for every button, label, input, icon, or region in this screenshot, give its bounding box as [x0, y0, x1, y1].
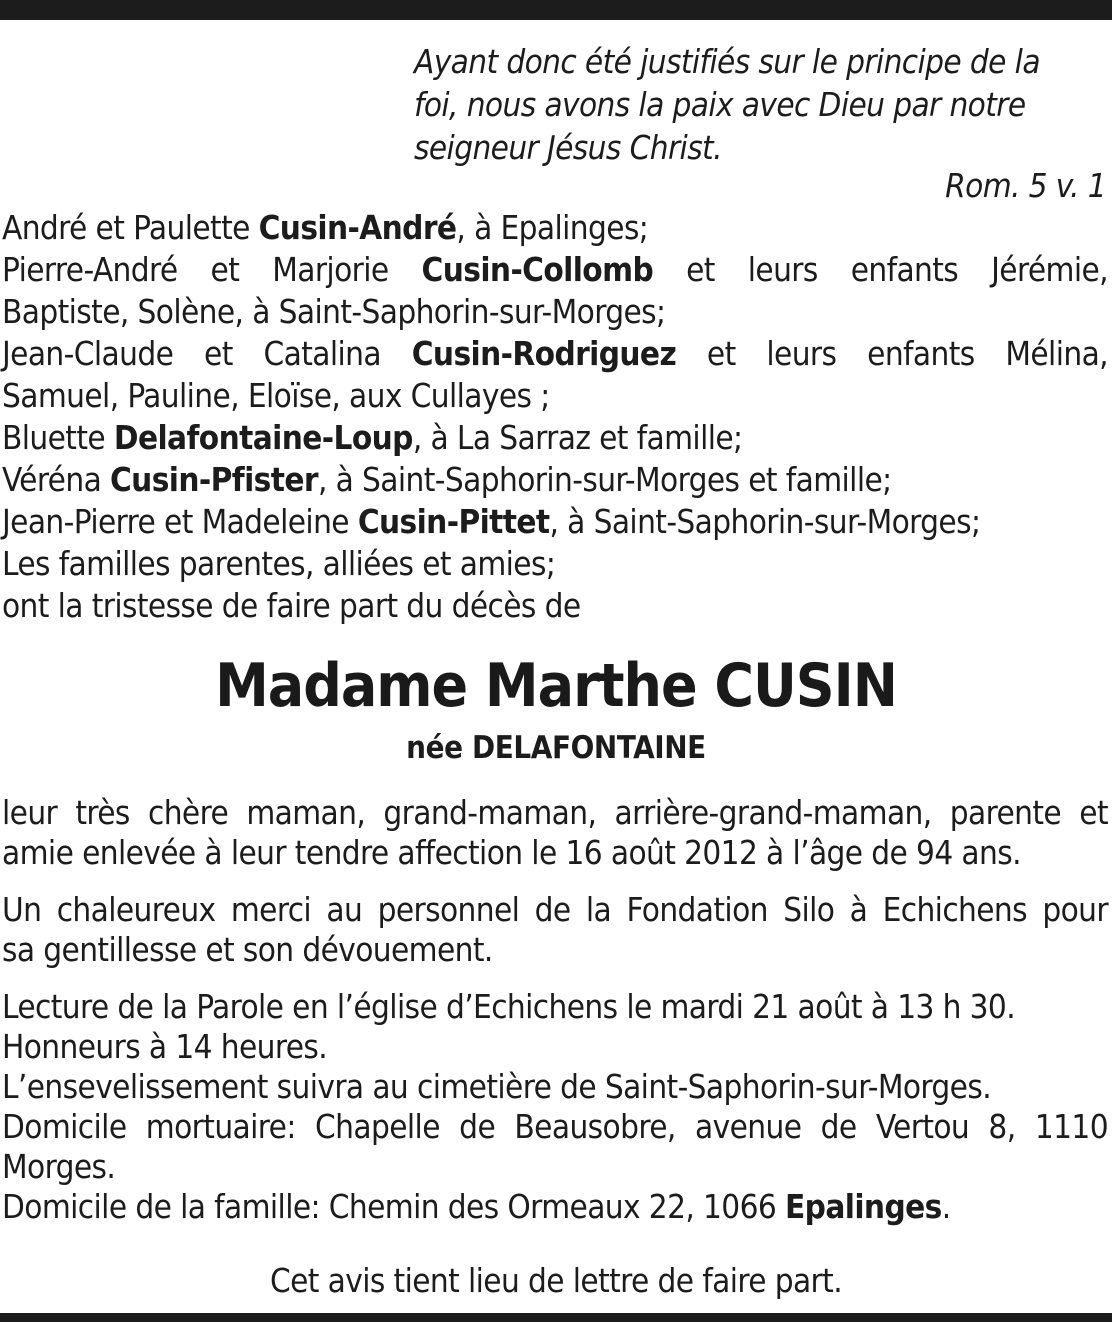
closing-note: Cet avis tient lieu de lettre de faire part. [269, 1261, 843, 1300]
family-entry [2, 417, 1108, 459]
family-entry-text: et leurs enfants Jérémie, [653, 250, 1108, 289]
verse-line: foi, nous avons la paix avec Dieu par notre [414, 85, 1026, 124]
family-entry [2, 501, 1108, 543]
service-burial: L’ensevelissement suivra au cimetière de Saint-Saphorin-sur-Morges. [2, 1067, 992, 1106]
family-home-text: Domicile de la famille: Chemin des Ormeaux 22, 1066 [2, 1187, 785, 1226]
family-entry-text: André et Paulette [2, 208, 259, 247]
family-home-town: Epalinges [785, 1187, 942, 1226]
thanks-line: Un chaleureux merci au personnel de la Fondation Silo à Echichens pour [2, 890, 1108, 929]
family-home-address [2, 1187, 1108, 1227]
service-reading: Lecture de la Parole en l’église d’Echichens le mardi 21 août à 13 h 30. [2, 987, 1016, 1026]
family-entry [2, 207, 1108, 249]
family-entry-continuation: Samuel, Pauline, Eloïse, aux Cullayes ; [2, 376, 550, 415]
thanks-line: sa gentillesse et son dévouement. [2, 930, 493, 969]
service-details [2, 987, 1108, 1227]
service-honours: Honneurs à 14 heures. [2, 1027, 328, 1066]
family-surname: Cusin-Collomb [421, 250, 654, 289]
family-entry-text: , à Epalinges; [456, 208, 649, 247]
verse-line: seigneur Jésus Christ. [414, 128, 722, 167]
family-entry-text: , à La Sarraz et famille; [412, 418, 743, 457]
family-entry-text: Jean-Pierre et Madeleine [2, 502, 358, 541]
family-entry [2, 459, 1108, 501]
mortuary-address-continuation: Morges. [2, 1147, 116, 1186]
announcement-line: ont la tristesse de faire part du décès de [2, 586, 581, 625]
family-surname: Cusin-Pfister [110, 460, 318, 499]
family-entry-text: , à Saint-Saphorin-sur-Morges; [549, 502, 981, 541]
mortuary-address: Domicile mortuaire: Chapelle de Beausobre, avenue de Vertou 8, 1110 [2, 1107, 1108, 1146]
top-border-rule [0, 0, 1112, 20]
family-entry-text: , à Saint-Saphorin-sur-Morges et famille; [317, 460, 892, 499]
family-entry-text: Bluette [2, 418, 114, 457]
verse-line: Ayant donc été justifiés sur le principe de la [414, 42, 1040, 81]
thanks-paragraph [2, 890, 1108, 970]
maiden-name: née DELAFONTAINE [406, 730, 706, 766]
family-entry-text: Jean-Claude et Catalina [2, 334, 412, 373]
verse-reference: Rom. 5 v. 1 [945, 166, 1106, 205]
family-surname: Cusin-André [258, 208, 457, 247]
bible-verse [414, 40, 1104, 169]
tribute-paragraph [2, 793, 1108, 873]
tribute-line: amie enlevée à leur tendre affection le 16 août 2012 à l’âge de 94 ans. [2, 833, 1021, 872]
family-entry [2, 249, 1108, 291]
bottom-border-rule [0, 1313, 1112, 1322]
family-surname: Cusin-Rodriguez [411, 334, 677, 373]
family-surname: Cusin-Pittet [357, 502, 550, 541]
family-home-text: . [941, 1187, 951, 1226]
family-surname: Delafontaine-Loup [113, 418, 413, 457]
family-entry-text: et leurs enfants Mélina, [676, 334, 1108, 373]
deceased-name: Madame Marthe CUSIN [215, 651, 897, 721]
family-list [2, 207, 1108, 627]
family-entry [2, 333, 1108, 375]
relatives-line: Les familles parentes, alliées et amies; [2, 544, 556, 583]
tribute-line: leur très chère maman, grand-maman, arrière-grand-maman, parente et [2, 793, 1108, 832]
family-entry-text: Véréna [2, 460, 110, 499]
family-entry-continuation: Baptiste, Solène, à Saint-Saphorin-sur-Morges; [2, 292, 666, 331]
family-entry-text: Pierre-André et Marjorie [2, 250, 422, 289]
